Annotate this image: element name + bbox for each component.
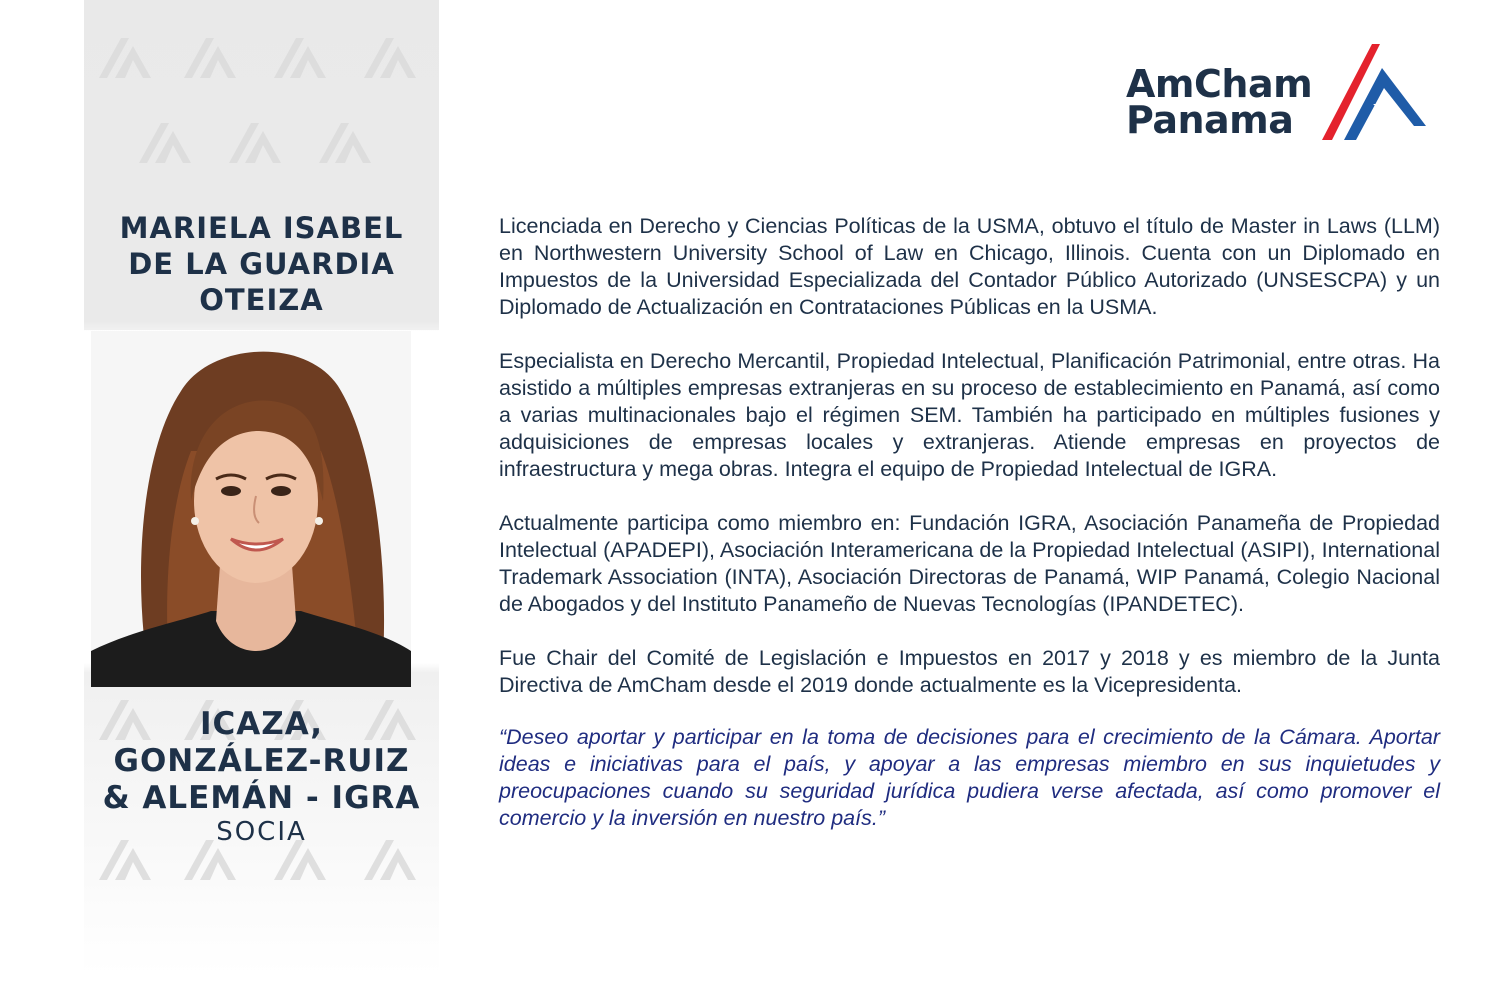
company-name-line: GONZÁLEZ-RUIZ — [113, 743, 410, 779]
role-title: SOCIA — [216, 817, 307, 847]
bio-section — [499, 213, 1440, 859]
person-name-line: MARIELA ISABEL — [119, 211, 404, 245]
bio-paragraph: Actualmente participa como miembro en: Fundación IGRA, Asociación Panameña de Propiedad Intelectual (APADEPI), Asociación Interamericana de la Propiedad Intelectual (ASIPI), International Trademark Association (INTA), Asociación Directoras de Panamá, WIP Panamá, Colegio Nacional de Abogados y del Instituto Panameño de Nuevas Tecnologías (IPANDETEC). — [499, 511, 1440, 616]
logo-a-star-icon — [1322, 44, 1426, 140]
bio-paragraph: Especialista en Derecho Mercantil, Propiedad Intelectual, Planificación Patrimonial, entre otras. Ha asistido a múltiples empresas extranjeras en su proceso de establecimiento en Panamá, así como a varias multinacionales bajo el régimen SEM. También ha participado en múltiples fusiones y adquisiciones de empresas locales y extranjeras. Atiende empresas en proyectos de infraestructura y mega obras. Integra el equipo de Propiedad Intelectual de IGRA. — [499, 349, 1440, 481]
quote-paragraph: “Deseo aportar y participar en la toma de decisiones para el crecimiento de la Cámara. Aportar ideas e iniciativas para el país, y apoyar a las empresas miembro en sus inquietudes y preocupaciones cuando su seguridad jurídica pudiera verse afectada, así como promover el comercio y la inversión en nuestro país.” — [499, 725, 1440, 830]
logo-line: Panama — [1126, 98, 1294, 142]
portrait-photo — [91, 331, 411, 687]
person-name — [84, 210, 439, 318]
bio-paragraph: Licenciada en Derecho y Ciencias Políticas de la USMA, obtuvo el título de Master in Laws (LLM) en Northwestern University School of Law en Chicago, Illinois. Cuenta con un Diplomado en Impuestos de la Universidad Especializada del Contador Público Autorizado (UNSESCPA) y un Diplomado de Actualización en Contrataciones Públicas en la USMA. — [499, 214, 1440, 319]
person-name-line: DE LA GUARDIA — [128, 247, 395, 281]
company-name-line: & ALEMÁN - IGRA — [102, 780, 421, 816]
bio-paragraph: Fue Chair del Comité de Legislación e Impuestos en 2017 y 2018 y es miembro de la Junta Directiva de AmCham desde el 2019 donde actualmente es la Vicepresidenta. — [499, 646, 1440, 697]
company-name-line: ICAZA, — [199, 706, 324, 742]
portrait-illustration — [91, 331, 411, 687]
logo-line: AmCham — [1126, 62, 1313, 106]
company-name — [84, 706, 439, 817]
amcham-logo — [1126, 44, 1431, 144]
person-name-line: OTEIZA — [199, 283, 324, 317]
logo-wordmark — [1126, 62, 1313, 142]
